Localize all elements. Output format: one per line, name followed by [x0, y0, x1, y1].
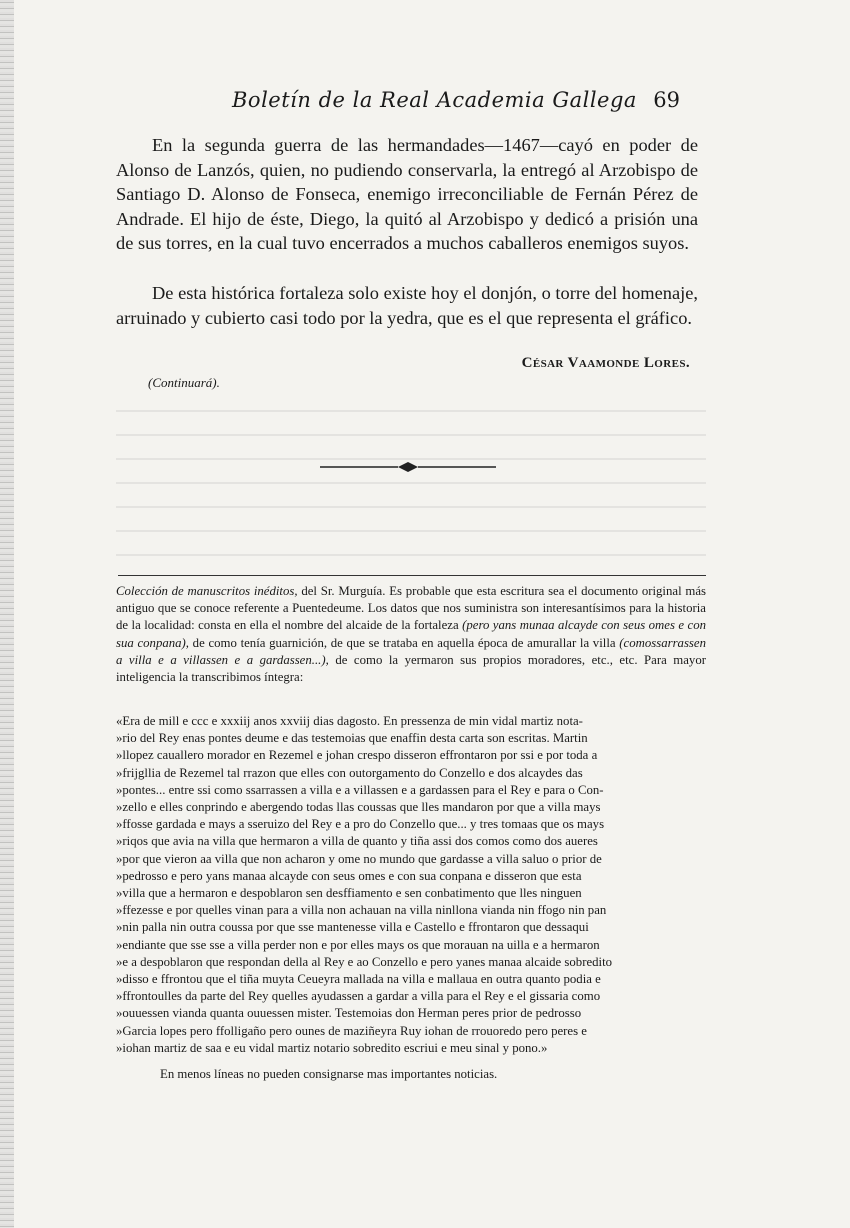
- quote-line: »llopez cauallero morador en Rezemel e johan crespo disseron effrontaron por ssi e por toda a: [116, 748, 598, 763]
- quote-line: »rio del Rey enas pontes deume e das testemoias que enaffin desta carta son escritas. Martin: [116, 731, 588, 746]
- quote-line: »ffezesse e por quelles vinan para a villa non achauan na villa ninllona vianda nin ffogo nin pan: [116, 903, 607, 918]
- footnote-source: Colección de manuscritos inéditos,: [116, 584, 298, 598]
- page-number: 69: [653, 88, 680, 112]
- quote-line: »frijgllia de Rezemel tal rrazon que elles con outorgamento do Conzello e dos alcaydes das: [116, 765, 583, 780]
- footnote-text-2: de como tenía guarnición, de que se trataba en aquella época de amurallar la villa: [189, 635, 620, 650]
- footnote-text-3: de como la yermaron sus propios moradores, etc., etc. Para mayor inteligencia la transcribimos íntegra:: [116, 652, 706, 685]
- footnote-rule: [118, 575, 706, 576]
- footnote-quote-2: (comossarrassen a villa e a villassen e a gardassen...),: [116, 635, 706, 667]
- continuation-note: (Continuará).: [148, 375, 220, 390]
- quote-line: »ouuessen vianda quanta ouuessen mister. Testemoias don Herman peres prior de pedrosso: [116, 1006, 582, 1021]
- quote-line: »zello e elles conprindo e abergendo todas llas coussas que lles mandaron por que a villa mays: [116, 800, 601, 815]
- footnote-text-1: del Sr. Murguía. Es probable que esta escritura sea el documento original más antiguo que se conoce referente a Puentedeume. Los datos que nos suministra son interesantísimos para la historia de la localidad: consta en ella el nombre del alcaide de la fortaleza: [116, 584, 707, 633]
- quote-line: »pedrosso e pero yans manaa alcayde con seus omes e con sua conpana e disseron que esta: [116, 868, 582, 883]
- quote-line: »e a despoblaron que respondan della al Rey e ao Conzello e pero yanes manaa alcaide sobredito: [116, 954, 613, 969]
- quote-line: »iohan martiz de saa e eu vidal martiz notario sobredito escriui e meu sinal y pono.»: [116, 1040, 548, 1055]
- quote-line: »pontes... entre ssi como ssarrassen a villa e a villassen e a gardassen para el Rey e para o Con-: [116, 782, 604, 797]
- quote-line: »nin palla nin outra coussa por que sse mantenesse villa e Castello e ffrontaron que dessaqui: [116, 920, 589, 935]
- quote-line: »por que vieron aa villa que non acharon y ome no mundo que gardasse a villa saluo o prior de: [116, 851, 602, 866]
- quote-line: »endiante que sse sse a villa perder non e por elles mays os que morauan na uilla e a hermaron: [116, 937, 600, 952]
- running-header: [232, 86, 680, 116]
- footnote-quote-1: (pero yans munaa alcayde con seus omes e con sua conpana),: [116, 618, 706, 650]
- quote-line: »Garcia lopes pero ffolligaño pero ounes de maziñeyra Ruy iohan de rrouoredo pero peres e: [116, 1023, 587, 1038]
- footnote-closing: En menos líneas no pueden consignarse mas importantes noticias.: [160, 1067, 498, 1081]
- journal-title: Boletín de la Real Academia Gallega: [232, 88, 637, 112]
- scan-edge: [0, 0, 14, 1228]
- body-paragraph-2: De esta histórica fortaleza solo existe hoy el donjón, o torre del homenaje, arruinado y cubierto casi todo por la yedra, que es el que representa el gráfico.: [116, 283, 698, 328]
- show-through-texture: [116, 395, 706, 565]
- section-divider-ornament: [318, 459, 498, 475]
- quote-line: «Era de mill e ccc e xxxiij anos xxviij dias dagosto. En pressenza de min vidal martiz nota-: [116, 714, 583, 728]
- quote-line: »ffosse gardada e mays a sseruizo del Rey e a pro do Conzello que... y tres tomaas que os mays: [116, 817, 605, 832]
- body-paragraph-1: En la segunda guerra de las hermandades—1467—cayó en poder de Alonso de Lanzós, quien, no pudiendo conservarla, la entregó al Arzobispo de Santiago D. Alonso de Fonseca, enemigo irreconciliable de Fernán Pérez de Andrade. El hijo de éste, Diego, la quitó al Arzobispo y dedicó a prisión una de sus torres, en la cual tuvo encerrados a muchos caballeros enemigos suyos.: [116, 135, 698, 253]
- quote-line: »disso e ffrontou que el tiña muyta Ceueyra mallada na villa e mallaua en outra quanto podia e: [116, 972, 601, 987]
- quote-line: »villa que a hermaron e despoblaron sen desffiamento e sen conbatimento que lles ninguen: [116, 886, 582, 901]
- author-signature: César Vaamonde Lores.: [521, 355, 690, 371]
- transcribed-document: [116, 713, 706, 1057]
- quote-line: »riqos que avia na villa que hermaron a villa de quanto y tiña assi dos comos como dos aueres: [116, 834, 598, 849]
- quote-line: »ffrontoulles da parte del Rey quelles ayudassen a gardar a villa para el Rey e el gissaria como: [116, 989, 601, 1004]
- footnote-intro: [116, 583, 706, 686]
